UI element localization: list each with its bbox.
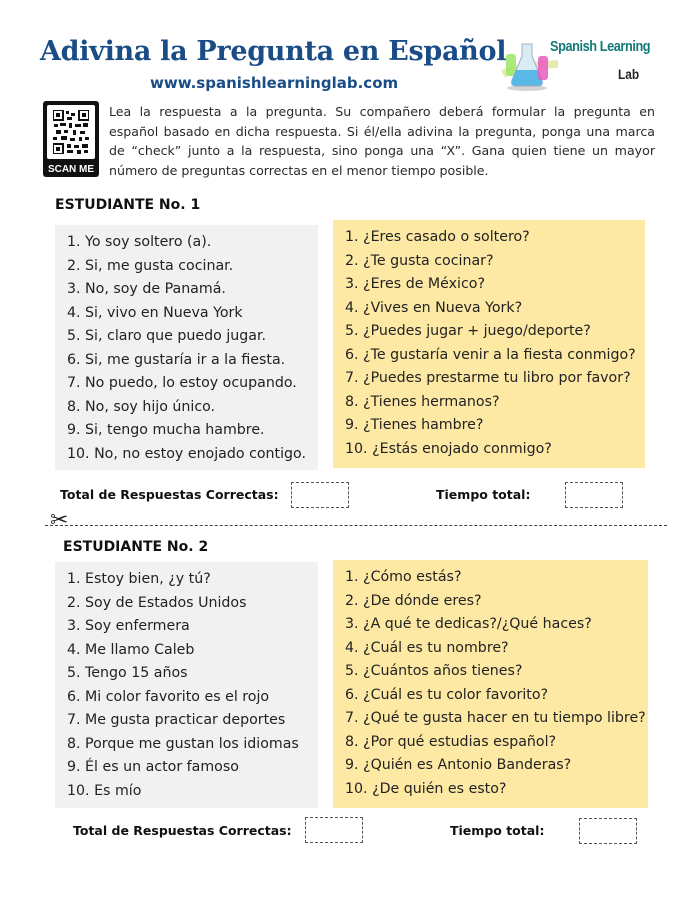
total-correct-field-2[interactable] xyxy=(305,817,363,843)
page-title: Adivina la Pregunta en Español xyxy=(40,36,507,67)
qr-code-icon xyxy=(53,110,89,154)
question-item: 1. ¿Cómo estás? xyxy=(345,569,462,585)
question-item: 3. ¿Eres de México? xyxy=(345,276,486,292)
flask-icon xyxy=(498,36,558,92)
answer-item: 3. Soy enfermera xyxy=(67,618,190,634)
question-item: 3. ¿A qué te dedicas?/¿Qué haces? xyxy=(345,616,592,632)
answer-item: 2. Soy de Estados Unidos xyxy=(67,594,247,611)
question-item: 10. ¿Estás enojado conmigo? xyxy=(345,440,552,457)
question-item: 1. ¿Eres casado o soltero? xyxy=(345,229,530,245)
cut-line xyxy=(45,525,667,526)
answer-item: 8. Porque me gustan los idiomas xyxy=(67,735,299,752)
question-item: 8. ¿Por qué estudias español? xyxy=(345,733,557,750)
student-1-questions xyxy=(333,220,645,468)
question-item: 4. ¿Cuál es tu nombre? xyxy=(345,639,509,656)
student-2-questions xyxy=(333,560,648,808)
question-item: 6. ¿Cuál es tu color favorito? xyxy=(345,686,549,703)
total-correct-label: Total de Respuestas Correctas: xyxy=(60,487,279,502)
answer-item: 5. Si, claro que puedo jugar. xyxy=(67,328,266,344)
total-time-field-2[interactable] xyxy=(579,818,637,844)
question-item: 5. ¿Cuántos años tienes? xyxy=(345,663,523,679)
student-2-answers xyxy=(55,562,318,808)
question-item: 6. ¿Te gustaría venir a la fiesta conmigo? xyxy=(345,346,636,363)
answer-item: 1. Yo soy soltero (a). xyxy=(67,234,212,250)
instructions: Lea la respuesta a la pregunta. Su compañero deberá formular la pregunta en español basado en dicha respuesta. Si él/ella adivina la pregunta, ponga una marca de “check” junto a la respuesta, sino ponga una “X”. Gana quien tiene un mayor número de preguntas correctas en el menor tiempo posible. xyxy=(109,104,655,178)
total-time-label: Tiempo total: xyxy=(436,487,531,502)
answer-item: 4. Si, vivo en Nueva York xyxy=(67,304,243,321)
answer-item: 4. Me llamo Caleb xyxy=(67,641,195,658)
logo-text: Spanish Learning xyxy=(550,38,651,55)
answer-item: 1. Estoy bien, ¿y tú? xyxy=(67,571,211,587)
qr-code[interactable] xyxy=(43,101,99,177)
total-time-field-1[interactable] xyxy=(565,482,623,508)
website-url[interactable]: www.spanishlearninglab.com xyxy=(150,74,399,92)
question-item: 9. ¿Tienes hambre? xyxy=(345,417,484,433)
question-item: 9. ¿Quién es Antonio Banderas? xyxy=(345,757,572,773)
answer-item: 7. Me gusta practicar deportes xyxy=(67,712,286,728)
answer-item: 10. No, no estoy enojado contigo. xyxy=(67,445,306,462)
answer-item: 6. Si, me gustaría ir a la fiesta. xyxy=(67,351,286,368)
question-item: 2. ¿De dónde eres? xyxy=(345,592,482,609)
answer-item: 7. No puedo, lo estoy ocupando. xyxy=(67,375,297,391)
question-item: 8. ¿Tienes hermanos? xyxy=(345,393,500,410)
question-item: 10. ¿De quién es esto? xyxy=(345,780,507,797)
logo xyxy=(498,36,651,92)
student-1-title: ESTUDIANTE No. 1 xyxy=(55,197,201,213)
question-item: 7. ¿Puedes prestarme tu libro por favor? xyxy=(345,370,631,386)
answer-item: 6. Mi color favorito es el rojo xyxy=(67,688,270,705)
answer-item: 8. No, soy hijo único. xyxy=(67,398,216,415)
answer-item: 5. Tengo 15 años xyxy=(67,665,188,681)
answer-item: 9. Si, tengo mucha hambre. xyxy=(67,422,265,438)
answer-item: 9. Él es un actor famoso xyxy=(67,759,239,775)
total-correct-field-1[interactable] xyxy=(291,482,349,508)
student-2-title: ESTUDIANTE No. 2 xyxy=(63,539,209,555)
total-correct-label: Total de Respuestas Correctas: xyxy=(73,823,292,838)
scan-me-label: SCAN ME xyxy=(47,164,95,175)
student-1-answers xyxy=(55,225,318,470)
question-item: 5. ¿Puedes jugar + juego/deporte? xyxy=(345,323,591,339)
total-time-label: Tiempo total: xyxy=(450,823,545,838)
answer-item: 10. Es mío xyxy=(67,782,142,799)
question-item: 2. ¿Te gusta cocinar? xyxy=(345,252,494,269)
scissors-icon: ✂ xyxy=(50,508,69,533)
question-item: 4. ¿Vives en Nueva York? xyxy=(345,299,523,316)
answer-item: 3. No, soy de Panamá. xyxy=(67,281,226,297)
answer-item: 2. Si, me gusta cocinar. xyxy=(67,257,234,274)
logo-text-lab: Lab xyxy=(618,66,640,82)
question-item: 7. ¿Qué te gusta hacer en tu tiempo libre? xyxy=(345,710,646,726)
